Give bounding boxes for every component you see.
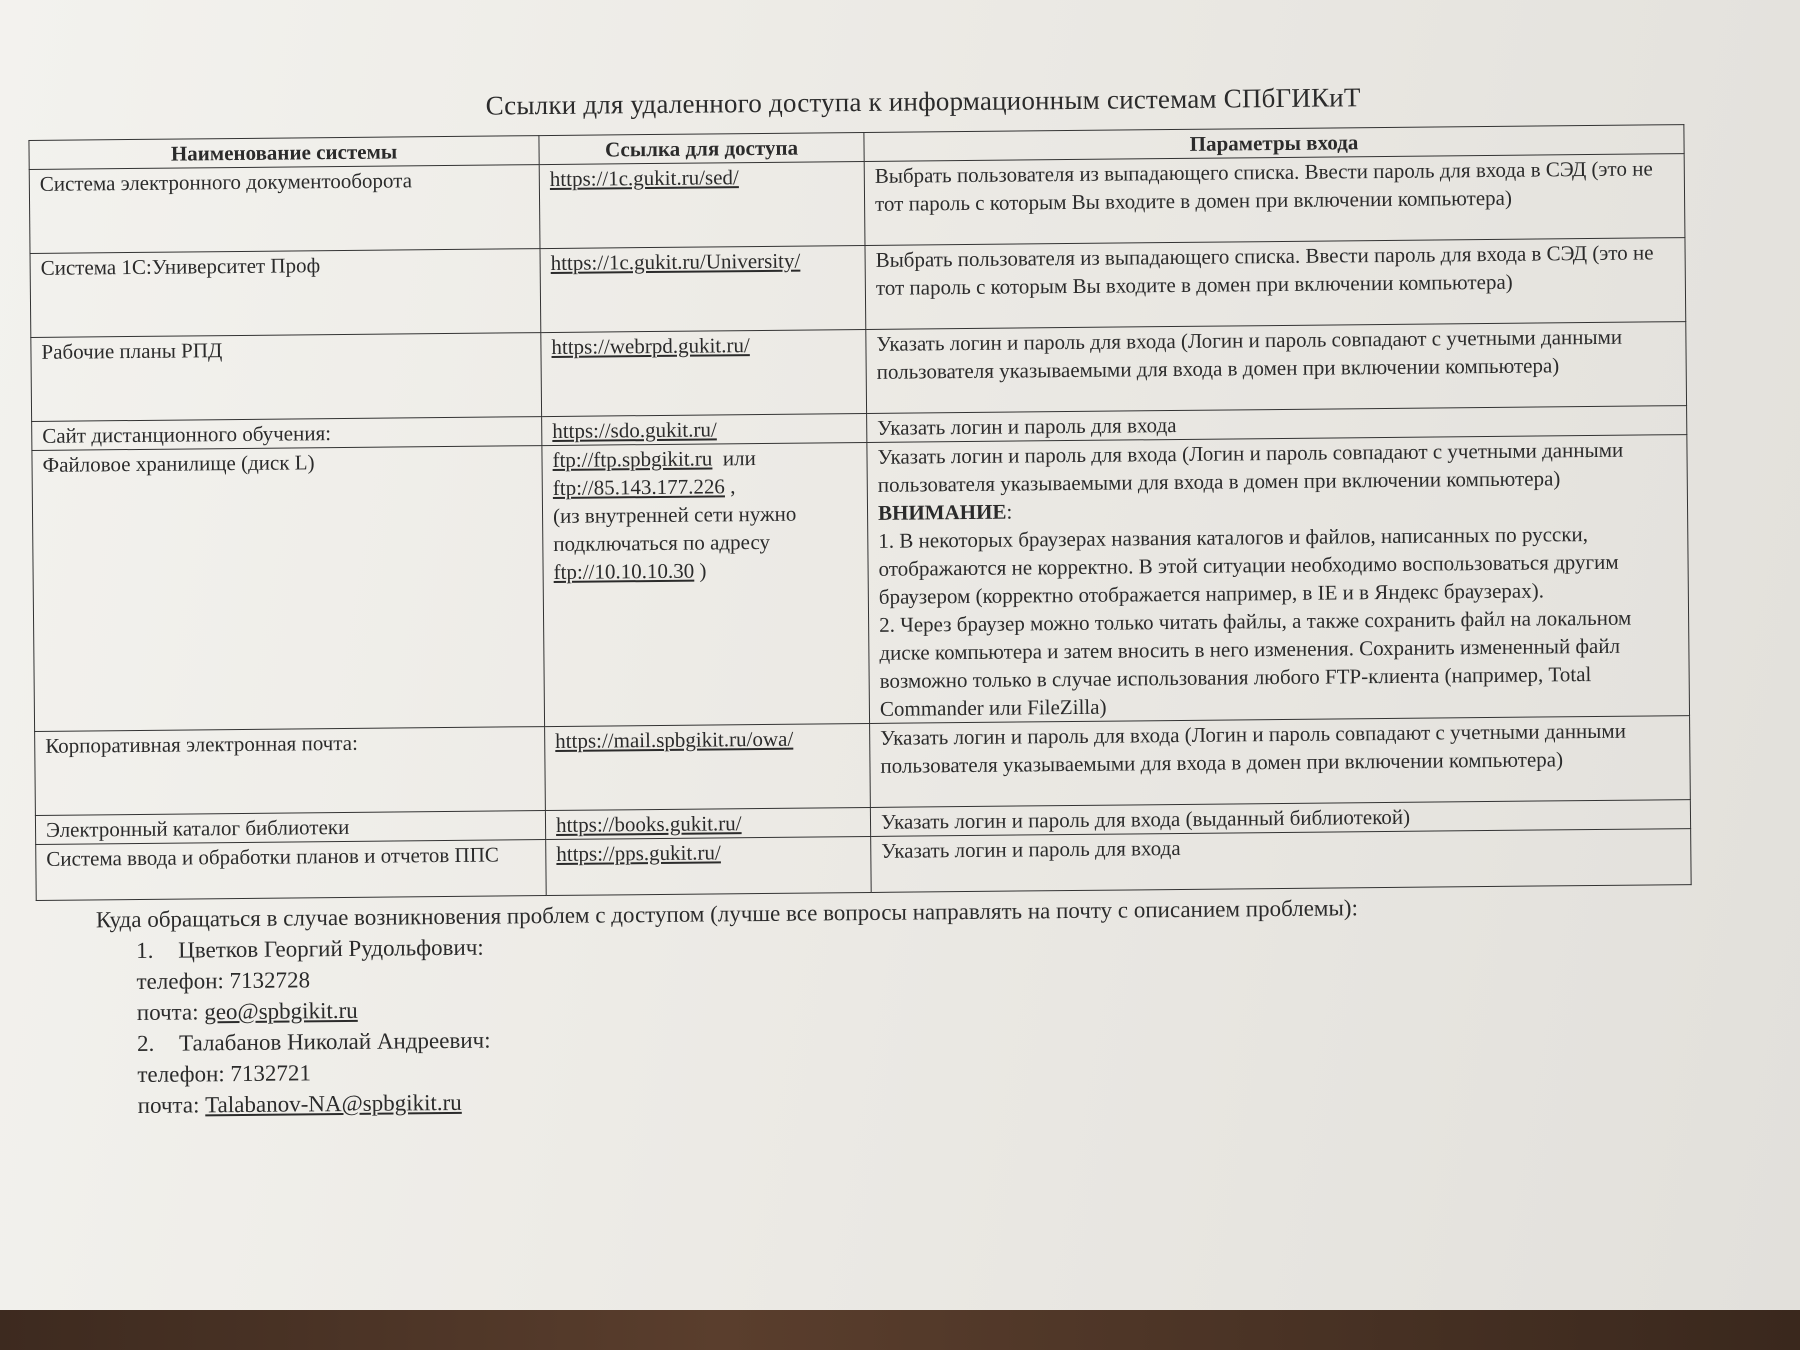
table-row (31, 322, 1687, 422)
ftp-link-primary[interactable]: ftp://ftp.spbgikit.ru (552, 446, 713, 472)
table-row (30, 238, 1686, 338)
access-link[interactable]: https://sdo.gukit.ru/ (552, 417, 717, 443)
mail-label: почта: (137, 1092, 200, 1118)
login-params: Выбрать пользователя из выпадающего списка. Ввести пароль для входа в СЭД (это не тот пароль с которым Вы входите в домен при включении компьютера) (865, 238, 1686, 330)
contact-person: Талабанов Николай Андреевич: (178, 1027, 491, 1056)
warning-colon: : (1006, 499, 1013, 524)
login-params: Указать логин и пароль для входа (871, 829, 1691, 893)
document-title: Ссылки для удаленного доступа к информационным системам СПбГИКиТ (485, 82, 1361, 121)
access-link[interactable]: https://books.gukit.ru/ (555, 811, 742, 837)
login-params-file-storage (867, 435, 1690, 724)
login-params: Указать логин и пароль для входа (Логин и пароль совпадают с учетными данными пользователя указываемыми для входа в домен при включении компьютера) (870, 716, 1691, 808)
phone-number: 7132728 (229, 967, 311, 994)
access-link[interactable]: https://mail.spbgikit.ru/owa/ (555, 726, 794, 753)
access-link[interactable]: https://pps.gukit.ru/ (556, 840, 721, 866)
warning-item-2: 2. Через браузер можно только читать файлы, а также сохранить файл на локальном диске компьютера и затем вносить в него изменения. Сохранить измененный файл возможно только в случае использования любого FTP-клиента (например, Total Commander или FileZilla) (879, 605, 1632, 721)
header-login-params: Параметры входа (864, 125, 1684, 162)
mail-label: почта: (136, 999, 199, 1025)
table-row (35, 716, 1691, 816)
document (28, 79, 1708, 1122)
table-row (29, 154, 1685, 254)
warning-item-1: 1. В некоторых браузерах названия каталогов и файлов, написанных по русски, отображаются не корректно. В этой ситуации необходимо воспользоваться другим браузером (корректно отображается например, в IE и в Яндекс браузерах). (878, 522, 1619, 609)
email-link[interactable]: geo@spbgikit.ru (204, 997, 358, 1025)
table-row-file-storage (32, 435, 1690, 732)
support-contacts (36, 889, 1708, 1122)
or-text: или (722, 446, 756, 471)
close-paren: ) (699, 558, 707, 583)
contact-number: 1. (136, 937, 154, 964)
wooden-desk-surface (0, 1310, 1800, 1350)
system-name: Система ввода и обработки планов и отчетов ППС (36, 840, 547, 901)
system-name: Файловое хранилище (диск L) (32, 446, 545, 732)
phone-label: телефон: (136, 968, 224, 994)
access-table (28, 124, 1691, 901)
login-params: Указать логин и пароль для входа (Логин и пароль совпадают с учетными данными пользователя указываемыми для входа в домен при включении компьютера) (877, 437, 1624, 497)
phone-number: 7132721 (230, 1060, 312, 1087)
access-link[interactable]: https://webrpd.gukit.ru/ (551, 333, 750, 359)
system-name: Система 1С:Университет Проф (30, 249, 541, 338)
login-params: Указать логин и пароль для входа (выданный библиотекой) (870, 800, 1690, 837)
header-access-link: Ссылка для доступа (539, 132, 864, 164)
access-link[interactable]: https://1c.gukit.ru/University/ (550, 248, 801, 275)
ftp-link-ip[interactable]: ftp://85.143.177.226 (552, 474, 725, 500)
system-name: Электронный каталог библиотеки (35, 811, 545, 845)
system-name: Система электронного документооборота (29, 165, 540, 254)
warning-label: ВНИМАНИЕ (877, 499, 1007, 525)
contact-person: Цветков Георгий Рудольфович: (178, 934, 484, 963)
system-name: Рабочие планы РПД (31, 333, 542, 422)
ftp-links-cell (542, 442, 870, 726)
login-params: Указать логин и пароль для входа (Логин и пароль совпадают с учетными данными пользователя указываемыми для входа в домен при включении компьютера) (866, 322, 1687, 414)
email-link[interactable]: Talabanov-NA@spbgikit.ru (205, 1089, 462, 1118)
access-link[interactable]: https://1c.gukit.ru/sed/ (549, 165, 739, 191)
login-params: Выбрать пользователя из выпадающего списка. Ввести пароль для входа в СЭД (это не тот пароль с которым Вы входите в домен при включении компьютера) (864, 154, 1685, 246)
header-system-name: Наименование системы (29, 136, 539, 170)
system-name: Корпоративная электронная почта: (35, 727, 546, 816)
comma-text: , (730, 474, 736, 499)
login-params: Указать логин и пароль для входа (867, 406, 1687, 443)
support-intro: Куда обращаться в случае возникновения проблем с доступом (лучше все вопросы направлять на почту с описанием проблемы): (95, 895, 1359, 933)
phone-label: телефон: (137, 1061, 225, 1087)
contact-number: 2. (136, 1030, 155, 1056)
internal-network-note: (из внутренней сети нужно подключаться по адресу (552, 501, 797, 556)
system-name: Сайт дистанционного обучения: (32, 417, 542, 451)
ftp-link-internal[interactable]: ftp://10.10.10.30 (553, 558, 695, 584)
